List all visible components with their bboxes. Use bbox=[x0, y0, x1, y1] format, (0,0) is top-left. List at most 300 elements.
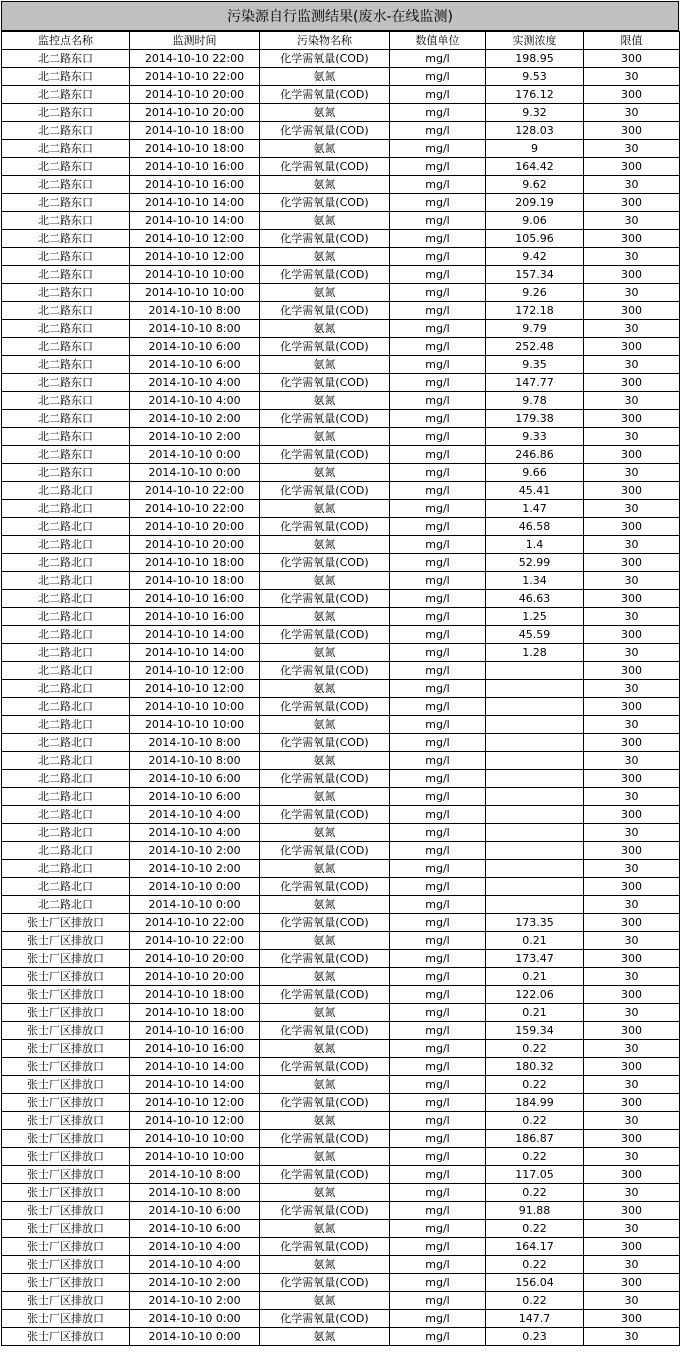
cell-unit: mg/l bbox=[390, 860, 486, 878]
cell-time: 2014-10-10 22:00 bbox=[130, 50, 260, 68]
cell-pollutant: 氨氮 bbox=[260, 536, 390, 554]
table-header-row bbox=[2, 32, 680, 50]
cell-pollutant: 氨氮 bbox=[260, 1328, 390, 1346]
cell-limit: 30 bbox=[584, 320, 680, 338]
table-row bbox=[2, 842, 680, 860]
cell-limit: 30 bbox=[584, 464, 680, 482]
cell-concentration: 176.12 bbox=[486, 86, 584, 104]
cell-concentration: 173.47 bbox=[486, 950, 584, 968]
table-row bbox=[2, 986, 680, 1004]
col-header-concentration: 实测浓度 bbox=[486, 32, 584, 50]
cell-unit: mg/l bbox=[390, 230, 486, 248]
cell-concentration: 172.18 bbox=[486, 302, 584, 320]
cell-unit: mg/l bbox=[390, 1328, 486, 1346]
cell-limit: 30 bbox=[584, 1112, 680, 1130]
cell-time: 2014-10-10 14:00 bbox=[130, 644, 260, 662]
cell-pollutant: 氨氮 bbox=[260, 608, 390, 626]
cell-unit: mg/l bbox=[390, 1202, 486, 1220]
cell-limit: 30 bbox=[584, 212, 680, 230]
cell-time: 2014-10-10 14:00 bbox=[130, 194, 260, 212]
cell-pollutant: 化学需氧量(COD) bbox=[260, 1094, 390, 1112]
cell-pollutant: 化学需氧量(COD) bbox=[260, 194, 390, 212]
cell-concentration: 198.95 bbox=[486, 50, 584, 68]
cell-site: 北二路北口 bbox=[2, 896, 130, 914]
cell-time: 2014-10-10 6:00 bbox=[130, 1220, 260, 1238]
cell-limit: 300 bbox=[584, 770, 680, 788]
table-row bbox=[2, 464, 680, 482]
cell-unit: mg/l bbox=[390, 626, 486, 644]
cell-time: 2014-10-10 4:00 bbox=[130, 824, 260, 842]
cell-concentration: 164.42 bbox=[486, 158, 584, 176]
cell-pollutant: 化学需氧量(COD) bbox=[260, 230, 390, 248]
cell-time: 2014-10-10 16:00 bbox=[130, 176, 260, 194]
cell-time: 2014-10-10 6:00 bbox=[130, 338, 260, 356]
cell-concentration: 252.48 bbox=[486, 338, 584, 356]
report-title: 污染源自行监测结果(废水-在线监测) bbox=[1, 1, 679, 31]
cell-pollutant: 氨氮 bbox=[260, 932, 390, 950]
cell-site: 张士厂区排放口 bbox=[2, 1256, 130, 1274]
cell-pollutant: 化学需氧量(COD) bbox=[260, 1310, 390, 1328]
cell-pollutant: 化学需氧量(COD) bbox=[260, 986, 390, 1004]
cell-concentration: 9.78 bbox=[486, 392, 584, 410]
cell-site: 北二路北口 bbox=[2, 482, 130, 500]
cell-site: 北二路北口 bbox=[2, 806, 130, 824]
cell-limit: 30 bbox=[584, 176, 680, 194]
table-row bbox=[2, 266, 680, 284]
cell-pollutant: 氨氮 bbox=[260, 104, 390, 122]
table-row bbox=[2, 1166, 680, 1184]
table-row bbox=[2, 86, 680, 104]
cell-limit: 300 bbox=[584, 158, 680, 176]
cell-time: 2014-10-10 16:00 bbox=[130, 590, 260, 608]
cell-time: 2014-10-10 8:00 bbox=[130, 302, 260, 320]
cell-site: 张士厂区排放口 bbox=[2, 1184, 130, 1202]
cell-time: 2014-10-10 10:00 bbox=[130, 716, 260, 734]
cell-site: 张士厂区排放口 bbox=[2, 1148, 130, 1166]
cell-pollutant: 氨氮 bbox=[260, 284, 390, 302]
cell-site: 北二路北口 bbox=[2, 770, 130, 788]
table-row bbox=[2, 1022, 680, 1040]
cell-concentration: 179.38 bbox=[486, 410, 584, 428]
cell-time: 2014-10-10 18:00 bbox=[130, 1004, 260, 1022]
cell-site: 北二路东口 bbox=[2, 410, 130, 428]
cell-limit: 30 bbox=[584, 1256, 680, 1274]
cell-unit: mg/l bbox=[390, 104, 486, 122]
cell-pollutant: 氨氮 bbox=[260, 212, 390, 230]
cell-site: 张士厂区排放口 bbox=[2, 914, 130, 932]
cell-time: 2014-10-10 4:00 bbox=[130, 1238, 260, 1256]
cell-limit: 300 bbox=[584, 194, 680, 212]
cell-limit: 300 bbox=[584, 338, 680, 356]
table-row bbox=[2, 230, 680, 248]
table-row bbox=[2, 1076, 680, 1094]
cell-pollutant: 氨氮 bbox=[260, 500, 390, 518]
table-row bbox=[2, 1202, 680, 1220]
cell-time: 2014-10-10 14:00 bbox=[130, 212, 260, 230]
cell-concentration: 147.7 bbox=[486, 1310, 584, 1328]
cell-limit: 300 bbox=[584, 590, 680, 608]
cell-unit: mg/l bbox=[390, 662, 486, 680]
table-row bbox=[2, 104, 680, 122]
table-row bbox=[2, 176, 680, 194]
cell-unit: mg/l bbox=[390, 536, 486, 554]
cell-concentration: 117.05 bbox=[486, 1166, 584, 1184]
cell-site: 张士厂区排放口 bbox=[2, 1202, 130, 1220]
cell-limit: 300 bbox=[584, 986, 680, 1004]
cell-unit: mg/l bbox=[390, 212, 486, 230]
cell-limit: 30 bbox=[584, 248, 680, 266]
cell-time: 2014-10-10 18:00 bbox=[130, 554, 260, 572]
cell-unit: mg/l bbox=[390, 1040, 486, 1058]
cell-unit: mg/l bbox=[390, 140, 486, 158]
cell-site: 张士厂区排放口 bbox=[2, 932, 130, 950]
cell-limit: 300 bbox=[584, 122, 680, 140]
cell-pollutant: 氨氮 bbox=[260, 1292, 390, 1310]
cell-unit: mg/l bbox=[390, 1310, 486, 1328]
cell-unit: mg/l bbox=[390, 176, 486, 194]
table-row bbox=[2, 896, 680, 914]
cell-site: 张士厂区排放口 bbox=[2, 1112, 130, 1130]
cell-pollutant: 化学需氧量(COD) bbox=[260, 410, 390, 428]
cell-pollutant: 化学需氧量(COD) bbox=[260, 914, 390, 932]
col-header-limit: 限值 bbox=[584, 32, 680, 50]
cell-unit: mg/l bbox=[390, 1058, 486, 1076]
cell-unit: mg/l bbox=[390, 302, 486, 320]
cell-concentration: 9.33 bbox=[486, 428, 584, 446]
cell-concentration bbox=[486, 662, 584, 680]
cell-limit: 300 bbox=[584, 86, 680, 104]
cell-limit: 30 bbox=[584, 896, 680, 914]
cell-unit: mg/l bbox=[390, 1004, 486, 1022]
cell-limit: 300 bbox=[584, 806, 680, 824]
cell-pollutant: 氨氮 bbox=[260, 1040, 390, 1058]
cell-time: 2014-10-10 6:00 bbox=[130, 770, 260, 788]
cell-limit: 30 bbox=[584, 608, 680, 626]
cell-limit: 300 bbox=[584, 914, 680, 932]
cell-concentration: 9.62 bbox=[486, 176, 584, 194]
table-row bbox=[2, 212, 680, 230]
cell-unit: mg/l bbox=[390, 338, 486, 356]
cell-time: 2014-10-10 18:00 bbox=[130, 986, 260, 1004]
cell-limit: 300 bbox=[584, 374, 680, 392]
cell-site: 张士厂区排放口 bbox=[2, 1292, 130, 1310]
cell-site: 北二路北口 bbox=[2, 824, 130, 842]
cell-limit: 30 bbox=[584, 932, 680, 950]
cell-site: 张士厂区排放口 bbox=[2, 968, 130, 986]
cell-limit: 300 bbox=[584, 446, 680, 464]
cell-time: 2014-10-10 22:00 bbox=[130, 932, 260, 950]
col-header-time: 监测时间 bbox=[130, 32, 260, 50]
col-header-site: 监控点名称 bbox=[2, 32, 130, 50]
table-row bbox=[2, 338, 680, 356]
cell-time: 2014-10-10 20:00 bbox=[130, 536, 260, 554]
cell-pollutant: 化学需氧量(COD) bbox=[260, 50, 390, 68]
cell-time: 2014-10-10 0:00 bbox=[130, 896, 260, 914]
cell-unit: mg/l bbox=[390, 950, 486, 968]
table-row bbox=[2, 284, 680, 302]
table-row bbox=[2, 356, 680, 374]
table-row bbox=[2, 1130, 680, 1148]
cell-limit: 30 bbox=[584, 680, 680, 698]
cell-time: 2014-10-10 20:00 bbox=[130, 950, 260, 968]
cell-concentration: 0.22 bbox=[486, 1112, 584, 1130]
cell-site: 张士厂区排放口 bbox=[2, 986, 130, 1004]
cell-time: 2014-10-10 2:00 bbox=[130, 1274, 260, 1292]
cell-time: 2014-10-10 4:00 bbox=[130, 374, 260, 392]
cell-time: 2014-10-10 16:00 bbox=[130, 1022, 260, 1040]
cell-limit: 30 bbox=[584, 1076, 680, 1094]
cell-limit: 300 bbox=[584, 410, 680, 428]
cell-concentration: 9.42 bbox=[486, 248, 584, 266]
cell-time: 2014-10-10 14:00 bbox=[130, 626, 260, 644]
cell-limit: 30 bbox=[584, 1004, 680, 1022]
cell-time: 2014-10-10 18:00 bbox=[130, 572, 260, 590]
cell-concentration: 164.17 bbox=[486, 1238, 584, 1256]
cell-unit: mg/l bbox=[390, 122, 486, 140]
cell-unit: mg/l bbox=[390, 572, 486, 590]
table-row bbox=[2, 140, 680, 158]
cell-time: 2014-10-10 8:00 bbox=[130, 320, 260, 338]
cell-time: 2014-10-10 6:00 bbox=[130, 1202, 260, 1220]
cell-concentration bbox=[486, 770, 584, 788]
cell-time: 2014-10-10 12:00 bbox=[130, 1094, 260, 1112]
cell-site: 张士厂区排放口 bbox=[2, 950, 130, 968]
cell-concentration: 246.86 bbox=[486, 446, 584, 464]
table-row bbox=[2, 590, 680, 608]
table-row bbox=[2, 554, 680, 572]
cell-concentration: 159.34 bbox=[486, 1022, 584, 1040]
cell-time: 2014-10-10 20:00 bbox=[130, 968, 260, 986]
cell-concentration: 45.59 bbox=[486, 626, 584, 644]
cell-unit: mg/l bbox=[390, 248, 486, 266]
cell-concentration bbox=[486, 896, 584, 914]
cell-limit: 30 bbox=[584, 500, 680, 518]
cell-site: 张士厂区排放口 bbox=[2, 1166, 130, 1184]
cell-limit: 30 bbox=[584, 140, 680, 158]
cell-unit: mg/l bbox=[390, 1220, 486, 1238]
cell-concentration: 184.99 bbox=[486, 1094, 584, 1112]
table-row bbox=[2, 374, 680, 392]
cell-unit: mg/l bbox=[390, 266, 486, 284]
cell-time: 2014-10-10 2:00 bbox=[130, 428, 260, 446]
cell-pollutant: 氨氮 bbox=[260, 1076, 390, 1094]
cell-time: 2014-10-10 12:00 bbox=[130, 680, 260, 698]
cell-limit: 30 bbox=[584, 752, 680, 770]
cell-time: 2014-10-10 10:00 bbox=[130, 698, 260, 716]
cell-unit: mg/l bbox=[390, 914, 486, 932]
cell-site: 张士厂区排放口 bbox=[2, 1274, 130, 1292]
cell-pollutant: 氨氮 bbox=[260, 392, 390, 410]
cell-site: 北二路东口 bbox=[2, 392, 130, 410]
cell-limit: 30 bbox=[584, 104, 680, 122]
cell-pollutant: 化学需氧量(COD) bbox=[260, 266, 390, 284]
cell-site: 北二路北口 bbox=[2, 518, 130, 536]
cell-concentration: 9.79 bbox=[486, 320, 584, 338]
cell-limit: 30 bbox=[584, 1328, 680, 1346]
cell-pollutant: 化学需氧量(COD) bbox=[260, 1274, 390, 1292]
cell-site: 北二路北口 bbox=[2, 734, 130, 752]
cell-unit: mg/l bbox=[390, 464, 486, 482]
cell-unit: mg/l bbox=[390, 410, 486, 428]
cell-unit: mg/l bbox=[390, 356, 486, 374]
table-row bbox=[2, 878, 680, 896]
cell-unit: mg/l bbox=[390, 68, 486, 86]
cell-limit: 30 bbox=[584, 284, 680, 302]
cell-site: 北二路北口 bbox=[2, 788, 130, 806]
cell-limit: 30 bbox=[584, 356, 680, 374]
cell-pollutant: 化学需氧量(COD) bbox=[260, 662, 390, 680]
cell-concentration: 9.32 bbox=[486, 104, 584, 122]
cell-time: 2014-10-10 18:00 bbox=[130, 122, 260, 140]
table-row bbox=[2, 1238, 680, 1256]
cell-concentration bbox=[486, 842, 584, 860]
cell-concentration: 186.87 bbox=[486, 1130, 584, 1148]
cell-site: 北二路东口 bbox=[2, 140, 130, 158]
table-row bbox=[2, 1256, 680, 1274]
monitoring-table bbox=[1, 31, 680, 1346]
table-row bbox=[2, 302, 680, 320]
cell-unit: mg/l bbox=[390, 806, 486, 824]
cell-limit: 300 bbox=[584, 230, 680, 248]
cell-concentration: 0.22 bbox=[486, 1076, 584, 1094]
cell-time: 2014-10-10 10:00 bbox=[130, 266, 260, 284]
cell-time: 2014-10-10 6:00 bbox=[130, 356, 260, 374]
table-row bbox=[2, 716, 680, 734]
cell-pollutant: 氨氮 bbox=[260, 428, 390, 446]
table-row bbox=[2, 482, 680, 500]
cell-site: 北二路北口 bbox=[2, 752, 130, 770]
cell-limit: 300 bbox=[584, 554, 680, 572]
table-row bbox=[2, 1094, 680, 1112]
cell-unit: mg/l bbox=[390, 1094, 486, 1112]
cell-pollutant: 氨氮 bbox=[260, 464, 390, 482]
cell-site: 张士厂区排放口 bbox=[2, 1058, 130, 1076]
cell-pollutant: 化学需氧量(COD) bbox=[260, 1058, 390, 1076]
cell-pollutant: 化学需氧量(COD) bbox=[260, 1130, 390, 1148]
cell-pollutant: 化学需氧量(COD) bbox=[260, 86, 390, 104]
cell-site: 北二路东口 bbox=[2, 122, 130, 140]
cell-unit: mg/l bbox=[390, 446, 486, 464]
cell-pollutant: 化学需氧量(COD) bbox=[260, 590, 390, 608]
cell-pollutant: 化学需氧量(COD) bbox=[260, 734, 390, 752]
cell-site: 张士厂区排放口 bbox=[2, 1040, 130, 1058]
cell-unit: mg/l bbox=[390, 734, 486, 752]
cell-site: 北二路北口 bbox=[2, 842, 130, 860]
cell-unit: mg/l bbox=[390, 1130, 486, 1148]
cell-unit: mg/l bbox=[390, 932, 486, 950]
cell-limit: 300 bbox=[584, 1310, 680, 1328]
cell-limit: 300 bbox=[584, 1202, 680, 1220]
cell-time: 2014-10-10 4:00 bbox=[130, 806, 260, 824]
cell-limit: 30 bbox=[584, 1040, 680, 1058]
cell-site: 北二路东口 bbox=[2, 284, 130, 302]
cell-unit: mg/l bbox=[390, 554, 486, 572]
cell-limit: 300 bbox=[584, 302, 680, 320]
cell-limit: 300 bbox=[584, 266, 680, 284]
cell-pollutant: 化学需氧量(COD) bbox=[260, 842, 390, 860]
cell-site: 北二路东口 bbox=[2, 464, 130, 482]
cell-concentration: 147.77 bbox=[486, 374, 584, 392]
cell-concentration: 91.88 bbox=[486, 1202, 584, 1220]
cell-time: 2014-10-10 6:00 bbox=[130, 788, 260, 806]
cell-concentration: 9.06 bbox=[486, 212, 584, 230]
col-header-unit: 数值单位 bbox=[390, 32, 486, 50]
table-row bbox=[2, 626, 680, 644]
cell-time: 2014-10-10 22:00 bbox=[130, 500, 260, 518]
cell-pollutant: 化学需氧量(COD) bbox=[260, 482, 390, 500]
cell-unit: mg/l bbox=[390, 752, 486, 770]
table-row bbox=[2, 158, 680, 176]
cell-limit: 300 bbox=[584, 1238, 680, 1256]
cell-concentration: 122.06 bbox=[486, 986, 584, 1004]
cell-pollutant: 化学需氧量(COD) bbox=[260, 446, 390, 464]
cell-site: 北二路东口 bbox=[2, 266, 130, 284]
cell-unit: mg/l bbox=[390, 158, 486, 176]
table-row bbox=[2, 608, 680, 626]
cell-time: 2014-10-10 22:00 bbox=[130, 68, 260, 86]
cell-concentration: 1.34 bbox=[486, 572, 584, 590]
cell-concentration: 46.58 bbox=[486, 518, 584, 536]
cell-limit: 300 bbox=[584, 1094, 680, 1112]
cell-site: 北二路北口 bbox=[2, 860, 130, 878]
cell-site: 张士厂区排放口 bbox=[2, 1022, 130, 1040]
cell-time: 2014-10-10 20:00 bbox=[130, 86, 260, 104]
cell-limit: 300 bbox=[584, 482, 680, 500]
cell-site: 北二路北口 bbox=[2, 572, 130, 590]
cell-pollutant: 氨氮 bbox=[260, 824, 390, 842]
cell-pollutant: 化学需氧量(COD) bbox=[260, 374, 390, 392]
cell-limit: 30 bbox=[584, 788, 680, 806]
table-body bbox=[2, 50, 680, 1346]
cell-pollutant: 化学需氧量(COD) bbox=[260, 302, 390, 320]
table-row bbox=[2, 1112, 680, 1130]
cell-unit: mg/l bbox=[390, 1166, 486, 1184]
cell-concentration: 0.21 bbox=[486, 968, 584, 986]
cell-time: 2014-10-10 14:00 bbox=[130, 1058, 260, 1076]
cell-unit: mg/l bbox=[390, 518, 486, 536]
cell-time: 2014-10-10 20:00 bbox=[130, 104, 260, 122]
cell-limit: 30 bbox=[584, 824, 680, 842]
table-row bbox=[2, 770, 680, 788]
cell-time: 2014-10-10 22:00 bbox=[130, 914, 260, 932]
cell-concentration bbox=[486, 698, 584, 716]
cell-pollutant: 氨氮 bbox=[260, 1112, 390, 1130]
cell-pollutant: 化学需氧量(COD) bbox=[260, 518, 390, 536]
table-row bbox=[2, 1220, 680, 1238]
cell-site: 北二路东口 bbox=[2, 374, 130, 392]
table-row bbox=[2, 950, 680, 968]
cell-concentration bbox=[486, 716, 584, 734]
cell-concentration: 9.53 bbox=[486, 68, 584, 86]
cell-concentration: 45.41 bbox=[486, 482, 584, 500]
table-row bbox=[2, 428, 680, 446]
cell-time: 2014-10-10 0:00 bbox=[130, 1328, 260, 1346]
cell-unit: mg/l bbox=[390, 86, 486, 104]
cell-unit: mg/l bbox=[390, 698, 486, 716]
cell-pollutant: 化学需氧量(COD) bbox=[260, 698, 390, 716]
cell-unit: mg/l bbox=[390, 878, 486, 896]
cell-unit: mg/l bbox=[390, 1292, 486, 1310]
cell-concentration: 173.35 bbox=[486, 914, 584, 932]
cell-limit: 300 bbox=[584, 626, 680, 644]
table-row bbox=[2, 1058, 680, 1076]
cell-limit: 30 bbox=[584, 392, 680, 410]
cell-time: 2014-10-10 16:00 bbox=[130, 1040, 260, 1058]
cell-site: 张士厂区排放口 bbox=[2, 1238, 130, 1256]
cell-pollutant: 氨氮 bbox=[260, 320, 390, 338]
cell-time: 2014-10-10 10:00 bbox=[130, 1148, 260, 1166]
cell-site: 北二路北口 bbox=[2, 662, 130, 680]
